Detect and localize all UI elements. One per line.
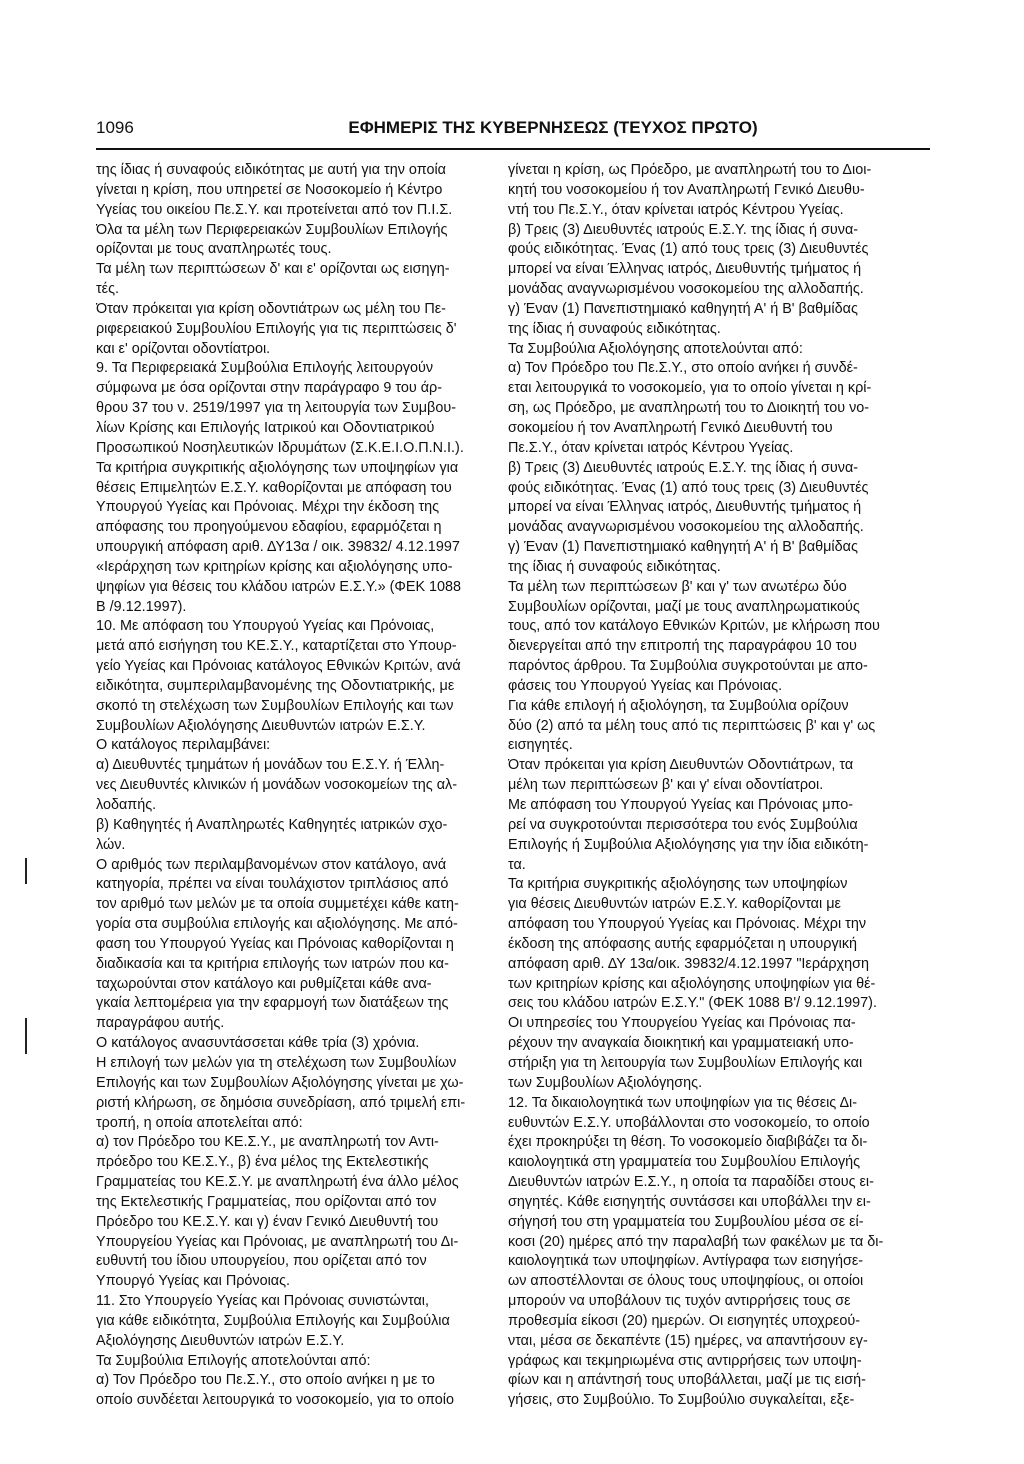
text-line: Συμβουλίων Αξιολόγησης Διευθυντών ιατρών Ε.Σ.Υ. <box>96 717 426 734</box>
text-line: πρόεδρο του ΚΕ.Σ.Υ., β) ένα μέλος της Εκτελεστικής <box>96 1154 429 1171</box>
text-line: της ίδιας ή συναφούς ειδικότητας. <box>508 320 721 337</box>
text-line: 10. Με απόφαση του Υπουργού Υγείας και Πρόνοιας, <box>96 618 435 635</box>
text-line: Υπουργό Υγείας και Πρόνοιας. <box>96 1273 291 1290</box>
text-line: μπορούν να υποβάλουν τις τυχόν αντιρρήσεις τους σε <box>508 1293 851 1310</box>
text-line: φούς ειδικότητας. Ένας (1) από τους τρεις (3) Διευθυντές <box>508 479 869 496</box>
text-line: σήγησή του στη γραμματεία του Συμβουλίου μέσα σε εί- <box>508 1213 864 1230</box>
text-line: ορίζονται με τους αναπληρωτές τους. <box>96 241 332 258</box>
text-line: μπορεί να είναι Έλληνας ιατρός, Διευθυντής τμήματος ή <box>508 261 862 278</box>
text-line: απόφασης του προηγούμενου εδαφίου, εφαρμόζεται η <box>96 519 442 536</box>
text-line: εισηγητές. <box>508 737 573 754</box>
text-line: α) Διευθυντές τμημάτων ή μονάδων του Ε.Σ.Υ. ή Έλλη- <box>96 757 445 774</box>
text-line: Επιλογής και των Συμβουλίων Αξιολόγησης γίνεται με χω- <box>96 1074 464 1091</box>
text-line: νες Διευθυντές κλινικών ή μονάδων νοσοκομείων της αλ- <box>96 777 457 794</box>
journal-title: ΕΦΗΜΕΡΙΣ ΤΗΣ ΚΥΒΕΡΝΗΣΕΩΣ (ΤΕΥΧΟΣ ΠΡΩΤΟ) <box>348 118 758 137</box>
text-line: στήριξη για τη λειτουργία των Συμβουλίων Επιλογής και <box>508 1054 863 1071</box>
text-line: Τα μέλη των περιπτώσεων β' και γ' των ανωτέρω δύο <box>508 578 847 595</box>
text-line: γείο Υγείας και Πρόνοιας κατάλογος Εθνικών Κριτών, ανά <box>96 658 461 675</box>
text-line: ριφερειακού Συμβουλίου Επιλογής για τις περιπτώσεις δ' <box>96 320 457 337</box>
text-line: κατηγορία, πρέπει να είναι τουλάχιστον τριπλάσιος από <box>96 876 449 893</box>
text-line: έχει προκηρύξει τη θέση. Το νοσοκομείο διαβιβάζει τα δι- <box>508 1134 868 1151</box>
text-line: νται, μέσα σε δεκαπέντε (15) ημέρες, να απαντήσουν εγ- <box>508 1332 868 1349</box>
text-line: Υγείας του οικείου Πε.Σ.Υ. και προτείνεται από τον Π.Ι.Σ. <box>96 201 453 218</box>
text-line: σεις του κλάδου ιατρών Ε.Σ.Υ." (ΦΕΚ 1088 Β'/ 9.12.1997). <box>508 995 877 1012</box>
text-line: τα. <box>508 856 526 873</box>
text-line: Ο κατάλογος περιλαμβάνει: <box>96 737 271 754</box>
text-line: σοκομείου ή τον Αναπληρωτή Γενικό Διευθυντή του <box>508 419 833 436</box>
text-line: της Εκτελεστικής Γραμματείας, που ορίζονται από τον <box>96 1193 437 1210</box>
text-line: Γραμματείας του ΚΕ.Σ.Υ. με αναπληρωτή ένα άλλο μέλος <box>96 1174 459 1191</box>
text-line: θρου 37 του ν. 2519/1997 για τη λειτουργία των Συμβου- <box>96 400 456 417</box>
text-line: γήσεις, στο Συμβούλιο. Το Συμβούλιο συγκαλείται, εξε- <box>508 1392 855 1409</box>
text-line: 12. Τα δικαιολογητικά των υποψηφίων για τις θέσεις Δι- <box>508 1094 858 1111</box>
text-line: ρέχουν την αναγκαία διοικητική και γραμματειακή υπο- <box>508 1035 854 1052</box>
text-line: παρόντος άρθρου. Τα Συμβούλια συγκροτούνται με απο- <box>508 658 868 675</box>
text-line: Ο αριθμός των περιλαμβανομένων στον κατάλογο, ανά <box>96 856 447 873</box>
text-line: των κριτηρίων κρίσης και αξιολόγησης υποψηφίων για θέ- <box>508 975 876 992</box>
text-line: γίνεται η κρίση, που υπηρετεί σε Νοσοκομείο ή Κέντρο <box>96 181 443 198</box>
text-line: Τα Συμβούλια Επιλογής αποτελούνται από: <box>96 1352 371 1369</box>
text-line: Προσωπικού Νοσηλευτικών Ιδρυμάτων (Σ.Κ.Ε.Ι.Ο.Π.Ν.Ι.). <box>96 439 464 456</box>
text-line: σηγητές. Κάθε εισηγητής συντάσσει και υποβάλλει την ει- <box>508 1193 871 1210</box>
text-line: β) Καθηγητές ή Αναπληρωτές Καθηγητές ιατρικών σχο- <box>96 816 448 833</box>
text-line: Επιλογής ή Συμβούλια Αξιολόγησης για την ίδια ειδικότη- <box>508 836 869 853</box>
text-line: μονάδας αναγνωρισμένου νοσοκομείου της αλλοδαπής. <box>508 519 864 536</box>
text-line: α) Τον Πρόεδρο του Πε.Σ.Υ., στο οποίο ανήκει η με το <box>96 1372 435 1389</box>
text-line: Τα κριτήρια συγκριτικής αξιολόγησης των υποψηφίων <box>508 876 848 893</box>
text-line: λών. <box>96 836 126 853</box>
text-line: κητή του νοσοκομείου ή τον Αναπληρωτή Γενικό Διευθυ- <box>508 181 865 198</box>
text-line: δύο (2) από τα μέλη τους από τις περιπτώσεις β' και γ' ως <box>508 717 876 734</box>
text-line: Ο κατάλογος ανασυντάσσεται κάθε τρία (3) χρόνια. <box>96 1035 420 1052</box>
text-line: γίνεται η κρίση, ως Πρόεδρο, με αναπληρωτή του το Διοι- <box>508 162 872 178</box>
text-line: Συμβουλίων ορίζονται, μαζί με τους αναπληρωματικούς <box>508 598 860 615</box>
text-line: β) Τρεις (3) Διευθυντές ιατρούς Ε.Σ.Υ. της ίδιας ή συνα- <box>508 459 859 476</box>
text-line: διενεργείται από την επιτροπή της παραγράφου 10 του <box>508 638 857 655</box>
text-line: Πε.Σ.Υ., όταν κρίνεται ιατρός Κέντρου Υγείας. <box>508 439 794 456</box>
header-rule <box>96 148 930 150</box>
text-line: και ε' ορίζονται οδοντίατροι. <box>96 340 271 357</box>
text-line: φαση του Υπουργού Υγείας και Πρόνοιας καθορίζονται η <box>96 935 454 952</box>
text-line: τους, από τον κατάλογο Εθνικών Κριτών, με κλήρωση που <box>508 618 880 635</box>
text-line: γράφως και τεκμηριωμένα στις αντιρρήσεις των υποψη- <box>508 1352 862 1369</box>
text-line: Όλα τα μέλη των Περιφερειακών Συμβουλίων Επιλογής <box>96 221 448 238</box>
text-line: σκοπό τη στελέχωση των Συμβουλίων Επιλογής και των <box>96 697 454 714</box>
text-line: για κάθε ειδικότητα, Συμβούλια Επιλογής και Συμβούλια <box>96 1312 450 1329</box>
right-column <box>508 161 902 1411</box>
text-line: ψηφίων για θέσεις του κλάδου ιατρών Ε.Σ.Υ.» (ΦΕΚ 1088 <box>96 578 462 595</box>
text-line: των Συμβουλίων Αξιολόγησης. <box>508 1074 703 1091</box>
text-line: παραγράφου αυτής. <box>96 1015 225 1032</box>
text-line: 9. Τα Περιφερειακά Συμβούλια Επιλογής λειτουργούν <box>96 360 434 377</box>
text-line: Τα Συμβούλια Αξιολόγησης αποτελούνται από: <box>508 340 803 357</box>
text-line: ων αποστέλλονται σε όλους τους υποψηφίους, οι οποίοι <box>508 1273 864 1290</box>
text-line: γ) Έναν (1) Πανεπιστημιακό καθηγητή Α' ή Β' βαθμίδας <box>508 539 858 556</box>
text-line: Β /9.12.1997). <box>96 598 187 615</box>
text-line: μονάδας αναγνωρισμένου νοσοκομείου της αλλοδαπής. <box>508 281 864 298</box>
page-header <box>96 118 930 144</box>
text-line: ευθυντή του ίδιου υπουργείου, που ορίζεται από τον <box>96 1253 427 1270</box>
text-line: της ίδιας ή συναφούς ειδικότητας. <box>508 558 721 575</box>
text-line: ντή του Πε.Σ.Υ., όταν κρίνεται ιατρός Κέντρου Υγείας. <box>508 201 844 218</box>
text-line: κοσι (20) ημέρες από την παραλαβή των φακέλων με τα δι- <box>508 1233 884 1250</box>
text-line: για θέσεις Διευθυντών ιατρών Ε.Σ.Υ. καθορίζονται με <box>508 896 841 913</box>
text-line: Τα μέλη των περιπτώσεων δ' και ε' ορίζονται ως εισηγη- <box>96 261 450 278</box>
text-line: καιολογητικά στη γραμματεία του Συμβουλίου Επιλογής <box>508 1154 861 1171</box>
text-line: φούς ειδικότητας. Ένας (1) από τους τρεις (3) Διευθυντές <box>508 241 869 258</box>
text-line: διαδικασία και τα κριτήρια επιλογής των ιατρών που κα- <box>96 955 449 972</box>
text-line: τον αριθμό των μελών με τα οποία συμμετέχει κάθε κατη- <box>96 896 459 913</box>
text-line: υπουργική απόφαση αριθ. ΔΥ13α / οικ. 39832/ 4.12.1997 <box>96 539 460 556</box>
text-line: τές. <box>96 281 120 298</box>
text-line: Διευθυντών ιατρών Ε.Σ.Υ., η οποία τα παραδίδει στους ει- <box>508 1174 874 1191</box>
text-line: καιολογητικά των υποψηφίων. Αντίγραφα των εισηγήσε- <box>508 1253 864 1270</box>
text-line: β) Τρεις (3) Διευθυντές ιατρούς Ε.Σ.Υ. της ίδιας ή συνα- <box>508 221 859 238</box>
text-line: 11. Στο Υπουργείο Υγείας και Πρόνοιας συνιστώνται, <box>96 1293 429 1310</box>
page-number: 1096 <box>96 118 134 137</box>
text-line: γκαία λεπτομέρεια για την εφαρμογή των διατάξεων της <box>96 995 449 1012</box>
text-line: Τα κριτήρια συγκριτικής αξιολόγησης των υποψηφίων για <box>96 459 459 476</box>
text-line: ρεί να συγκροτούνται περισσότερα του ενός Συμβούλια <box>508 816 858 833</box>
text-line: ειδικότητα, συμπεριλαμβανομένης της Οδοντιατρικής, με <box>96 677 455 694</box>
text-line: έκδοση της απόφασης αυτής εφαρμόζεται η υπουργική <box>508 935 858 952</box>
text-line: Πρόεδρο του ΚΕ.Σ.Υ. και γ) έναν Γενικό Διευθυντή του <box>96 1213 439 1230</box>
text-line: λίων Κρίσης και Επιλογής Ιατρικού και Οδοντιατρικού <box>96 419 435 436</box>
text-line: Αξιολόγησης Διευθυντών ιατρών Ε.Σ.Υ. <box>96 1332 345 1349</box>
text-line: Όταν πρόκειται για κρίση Διευθυντών Οδοντιάτρων, τα <box>508 757 854 774</box>
text-line: Η επιλογή των μελών για τη στελέχωση των Συμβουλίων <box>96 1054 457 1071</box>
text-line: οποίο συνδέεται λειτουργικά το νοσοκομείο, για το οποίο <box>96 1392 455 1409</box>
text-line: «Ιεράρχηση των κριτηρίων κρίσης και αξιολόγησης υπο- <box>96 558 453 575</box>
margin-mark <box>25 858 27 884</box>
text-line: της ίδιας ή συναφούς ειδικότητας με αυτή για την οποία <box>96 162 446 178</box>
left-column <box>96 161 492 1411</box>
text-line: προθεσμία είκοσι (20) ημερών. Οι εισηγητές υποχρεού- <box>508 1312 861 1329</box>
text-line: α) τον Πρόεδρο του ΚΕ.Σ.Υ., με αναπληρωτή τον Αντι- <box>96 1134 439 1151</box>
text-line: ση, ως Πρόεδρο, με αναπληρωτή του το Διοικητή του νο- <box>508 400 870 417</box>
text-line: τροπή, η οποία αποτελείται από: <box>96 1114 303 1131</box>
text-line: θέσεις Επιμελητών Ε.Σ.Υ. καθορίζονται με απόφαση του <box>96 479 452 496</box>
margin-mark <box>25 1018 27 1054</box>
text-line: Υπουργού Υγείας και Πρόνοιας. Μέχρι την έκδοση της <box>96 499 440 516</box>
text-line: μετά από εισήγηση του ΚΕ.Σ.Υ., καταρτίζεται στο Υπουρ- <box>96 638 457 655</box>
text-line: Υπουργείου Υγείας και Πρόνοιας, με αναπληρωτή του Δι- <box>96 1233 459 1250</box>
text-line: ριστή κλήρωση, σε δημόσια συνεδρίαση, από τριμελή επι- <box>96 1094 466 1111</box>
text-line: απόφαση αριθ. ΔΥ 13α/οικ. 39832/4.12.1997 "Ιεράρχηση <box>508 955 869 972</box>
text-line: ευθυντών Ε.Σ.Υ. υποβάλλονται στο νοσοκομείο, το οποίο <box>508 1114 870 1131</box>
text-line: Όταν πρόκειται για κρίση οδοντιάτρων ως μέλη του Πε- <box>96 300 446 317</box>
text-line: γ) Έναν (1) Πανεπιστημιακό καθηγητή Α' ή Β' βαθμίδας <box>508 300 858 317</box>
text-line: Με απόφαση του Υπουργού Υγείας και Πρόνοιας μπο- <box>508 797 854 813</box>
text-line: Οι υπηρεσίες του Υπουργείου Υγείας και Πρόνοιας πα- <box>508 1015 856 1032</box>
text-line: φάσεις του Υπουργού Υγείας και Πρόνοιας. <box>508 677 783 694</box>
text-line: εται λειτουργικά το νοσοκομείο, για το οποίο γίνεται η κρί- <box>508 380 872 397</box>
text-line: σύμφωνα με όσα ορίζονται στην παράγραφο 9 του άρ- <box>96 380 442 397</box>
text-line: ταχωρούνται στον κατάλογο και ρυθμίζεται κάθε ανα- <box>96 975 432 992</box>
text-line: γορία στα συμβούλια επιλογής και αξιολόγησης. Με από- <box>96 916 458 933</box>
text-line: λοδαπής. <box>96 797 157 813</box>
text-line: α) Τον Πρόεδρο του Πε.Σ.Υ., στο οποίο ανήκει ή συνδέ- <box>508 360 858 377</box>
text-line: μέλη των περιπτώσεων β' και γ' είναι οδοντίατροι. <box>508 777 824 794</box>
text-line: μπορεί να είναι Έλληνας ιατρός, Διευθυντής τμήματος ή <box>508 499 862 516</box>
text-line: απόφαση του Υπουργού Υγείας και Πρόνοιας. Μέχρι την <box>508 916 867 933</box>
text-line: φίων και η απάντησή τους υποβάλλεται, μαζί με τις εισή- <box>508 1372 866 1389</box>
text-line: Για κάθε επιλογή ή αξιολόγηση, τα Συμβούλια ορίζουν <box>508 697 849 714</box>
